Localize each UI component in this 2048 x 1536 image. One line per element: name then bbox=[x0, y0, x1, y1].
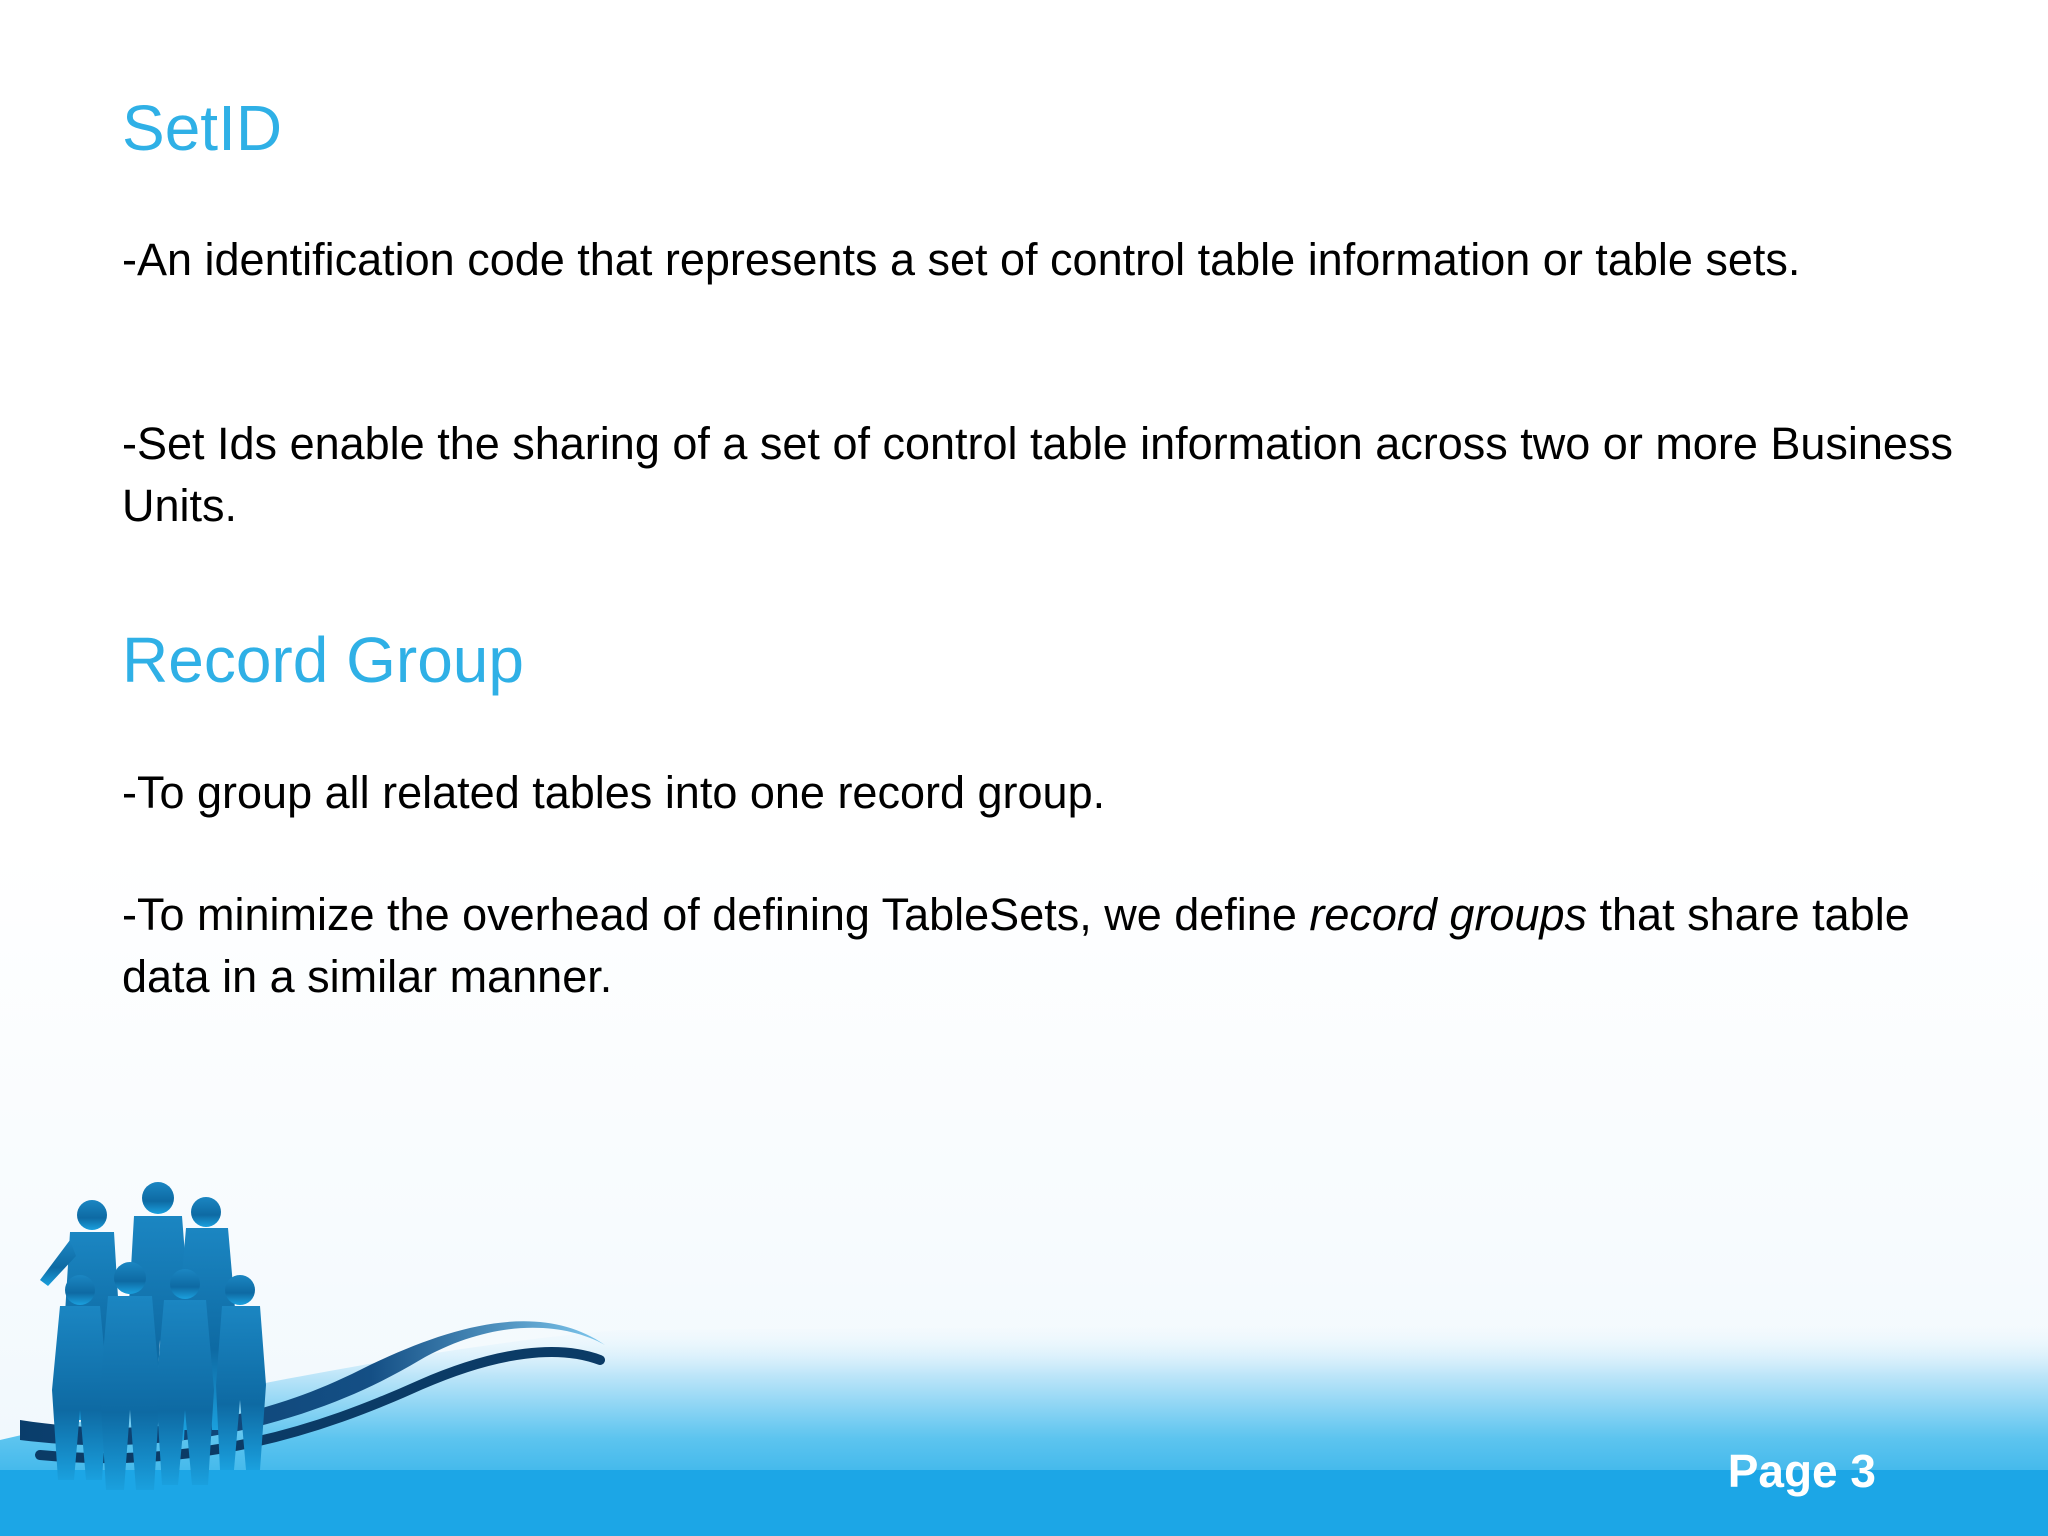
record-group-point-2 bbox=[122, 884, 2002, 1008]
record-group-point-1: -To group all related tables into one record group. bbox=[122, 767, 1106, 818]
people-silhouettes bbox=[40, 1182, 266, 1490]
page-number: Page 3 bbox=[1727, 1445, 1876, 1497]
point-text-before: -To minimize the overhead of defining TableSets, we define bbox=[122, 889, 1310, 940]
setid-point-1: -An identification code that represents a set of control table information or table sets. bbox=[122, 234, 1801, 285]
heading-setid: SetID bbox=[122, 92, 283, 164]
point-text-emphasis: record groups bbox=[1309, 889, 1588, 940]
setid-point-2: -Set Ids enable the sharing of a set of control table information across two or more Business Units. bbox=[122, 418, 1953, 531]
point-text-after: that share table data in a similar manner. bbox=[122, 889, 1910, 1002]
heading-record-group: Record Group bbox=[122, 624, 524, 696]
